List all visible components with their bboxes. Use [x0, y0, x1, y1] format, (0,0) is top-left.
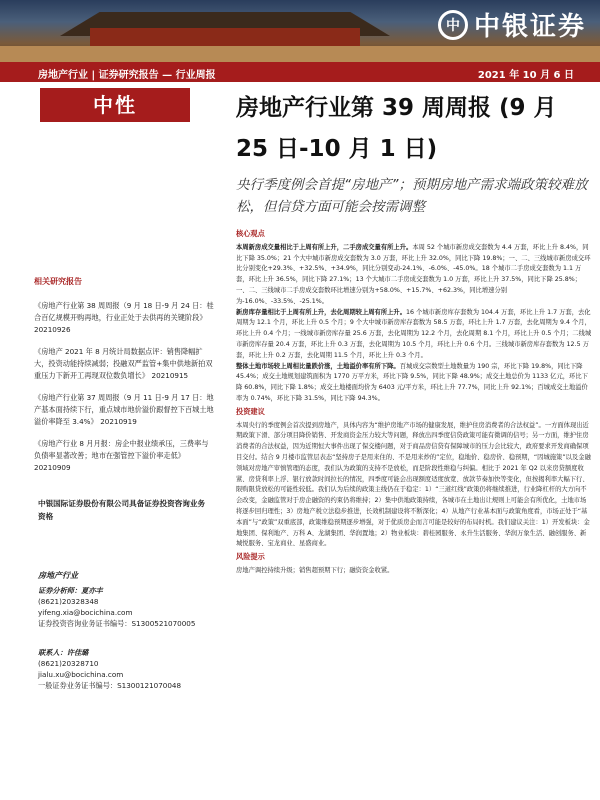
paragraph-text: 百城成交宗数型土地数量为 190 宗，环比下降 19.8%，同比下降 45.4%；成交土地规划建筑面积为 1770 万平方米，环比下降 9.5%，同比下降 48.9%；成交土地总价为 1133 亿元，环比下降 60.8%，同比下降 1.8%；成交土地楼面均价为 6403 元/平方米，环比上升 77.7%，同比上升 92.1%；百城成交土地溢价率为 0.74%，环比下降 31.5%，同比下降 94.3%。: [236, 362, 588, 402]
paragraph-text: 16 个城市新房库存套数为 104.4 万套，环比上升 1.7 万套，去化周期为 12.1 个月，环比上升 0.5 个月；9 个大中城市新房库存套数为 58.5 万套，环比上升 1.7 万套，去化周期为 9.4 个月，环比上升 0.4 个月；一线城市新房库存量 25.6 万套，去化周期为 12.2 个月，去化周期 8.1 个月，环比上升 0.5 个月；二线城市新房库存量 20.4 万套，环比上升 0.3 万套，去化周期为 10.5 个月，环比上升 0.6 个月。三线城市新房库存套数为 12.5 万套，环比上升 0.2 万套，去化周期 11.5 个月，环比上升 0.3 个月。: [236, 308, 592, 359]
contact-cert: 一般证券业务证书编号：S1300121070048: [38, 681, 182, 690]
analyst-phone: (8621)20328348: [38, 597, 99, 606]
report-text: 《房地产 2021 年 8 月统计局数据点评：销售降幅扩大，投资动能持续减弱；投融双严监管+集中供地新拍双重压力下新开工再现双位数负增长》: [34, 347, 213, 380]
company-logo: [438, 6, 586, 43]
analyst-sector-heading: 房地产行业: [38, 571, 78, 580]
paragraph-lead: 本周新房成交量相比于上周有所上升，二手房成交量有所上升。: [236, 243, 413, 251]
report-date: 2021 年 10 月 6 日: [477, 70, 574, 81]
bank-logo-icon: 中: [438, 10, 468, 40]
core-views-heading: 核心观点: [236, 229, 265, 238]
main-body: [236, 227, 592, 577]
related-report-item[interactable]: [34, 346, 214, 382]
header-banner-image: [0, 0, 600, 62]
related-report-item[interactable]: [34, 438, 214, 474]
contact-phone: (8621)20328710: [38, 659, 99, 668]
investment-advice-heading: 投资建议: [236, 406, 265, 416]
report-date: 20210919: [100, 417, 137, 426]
related-report-item[interactable]: [34, 392, 214, 428]
institution-statement: 中银国际证券股份有限公司具备证券投资咨询业务资格: [38, 499, 206, 521]
paragraph-lead: 新房库存量相比于上周有所上升，去化周期较上周有所上升。: [236, 308, 407, 316]
palace-base-shape: [0, 46, 600, 62]
risk-text: 房地产调控持续升级；销售超预期下行；融资资金收紧。: [236, 566, 394, 574]
body-paragraph: [236, 362, 592, 405]
investment-advice-text: 本周央行的季度例会首次提到房地产，具体内容为“维护房地产市场的健康发展，维护住房消费者的合法权益”。一方面体现出近期政策下滑、部分项目降价销售、开发商资金压力较大等问题，释放出四季度信贷政策可能有微调的信号；另一方面，维护住房消费者的合法权益，因为近期恒大事件出现了保交楼问题，对于商品房信贷有保障城市的压力会比较大，政府要求开发商确保项目交付。结合 9 月楼市监管层表态“坚持房子是用来住的、不是用来炒的”定位，稳地价、稳房价、稳预期，“因城施策”以及金融领域对房地产审慎管理的态度，我们认为政策的支持不是放松，而是阶段性维稳与纠偏。相比于 2021 年 Q2 以来房贷额度收紧、房贷利率上浮、银行放款时间拉长的情况，四季度可能会出现额度适度放宽、放款节奏加快等变化，但按揭利率大幅下行、限购限贷放松的可能性较低。我们认为后续的政策主线仍在于稳定：1）“三道红线”政策仍将继续推进，行业降杠杆的大方向不会改变，金融监管对于房企融资的约束仍将维持；2）集中供地政策持续，各城市在土地出让规则上可能会有所优化，土地市场将逐步回归理性；3）房地产税立法稳步推进，长效机制建设将不断深化；4）从地产行业基本面与政策角度看，市场正处于“基本面”与“政策”双重底部，政策维稳预期逐步增强，对于优质房企而言可能是较好的布局时机。我们建议关注：1）开发板块：金地集团、保利地产、万科 A、龙湖集团、华润置地；2）物业板块：碧桂园服务、永升生活服务、华润万象生活、融创服务、新城悦服务、宝龙商业、星盛商业。: [236, 421, 591, 548]
report-text: 《房地产行业第 37 周周报（9 月 11 日-9 月 17 日：地产基本面持续下行，重点城市地价溢价跟督控下百城土地溢价率降至 3.4%》: [34, 393, 214, 426]
report-category-bar: [0, 62, 600, 82]
analyst-name: 证券分析师：夏亦丰: [38, 586, 103, 595]
report-subtitle: 央行季度例会首提“房地产”；预期房地产需求端政策较难放松，但信贷方面可能会按需调整: [236, 177, 588, 215]
related-reports-heading: 相关研究报告: [34, 277, 82, 286]
body-paragraph: [236, 308, 592, 362]
rating-badge: 中性: [40, 88, 190, 122]
analyst-cert: 证券投资咨询业务证书编号：S1300521070005: [38, 619, 196, 628]
contact-email[interactable]: jialu.xu@bocichina.com: [38, 670, 124, 679]
report-date: 20210909: [34, 463, 71, 472]
report-text: 《房地产行业第 38 周周报（9 月 18 日-9 月 24 日：桂合百亿规模开购再地，行业正处于去供再的关键阶段》: [34, 301, 214, 322]
paragraph-lead: 整体土地市场较上周相比量跌价涨，土地溢价率有所下降。: [236, 362, 400, 370]
breadcrumb: 房地产行业 | 证券研究报告 — 行业周报: [38, 70, 216, 81]
report-date: 20210915: [151, 371, 189, 380]
paragraph-text: 本周 52 个城市新房成交套数为 4.4 万套，环比上升 8.4%，同比下降 35.0%；21 个大中城市新房成交套数为 3.0 万套，环比上升 32.0%，同比下降 19.8%；一、二、三线城市新房成交环比分别变化+29.3%、+32.5%、+34.9%，同比分别变动-24.1%、-6.0%、-45.0%。18 个城市二手房成交套数为 1.1 万套，环比上升 36.5%，同比下降 27.1%；13 个大城市二手房成交套数为 1.0 万套，环比上升 37.5%，同比下降 25.8%；一、二、三线城市二手房成交套数环比增速分别为+58.0%、+15.7%、+62.3%，同比增速分别为-16.0%、-33.5%、-25.1%。: [236, 243, 591, 305]
contact-name: 联系人：许佳璐: [38, 648, 89, 657]
sidebar: [34, 276, 214, 484]
analyst-block: [38, 570, 213, 691]
report-text: 《房地产行业 8 月月报：房企中报业绩承压，三费率与负债率显著改善；地市在强管控下溢价率走低》: [34, 439, 209, 460]
risk-heading: 风险提示: [236, 552, 265, 562]
related-report-item[interactable]: [34, 300, 214, 336]
analyst-email[interactable]: yifeng.xia@bocichina.com: [38, 608, 133, 617]
report-date: 20210926: [34, 325, 71, 334]
logo-text: 中银证券: [473, 12, 586, 42]
report-title: 房地产行业第 39 周周报 (9 月 25 日-10 月 1 日): [236, 95, 557, 162]
body-paragraph: [236, 243, 592, 308]
